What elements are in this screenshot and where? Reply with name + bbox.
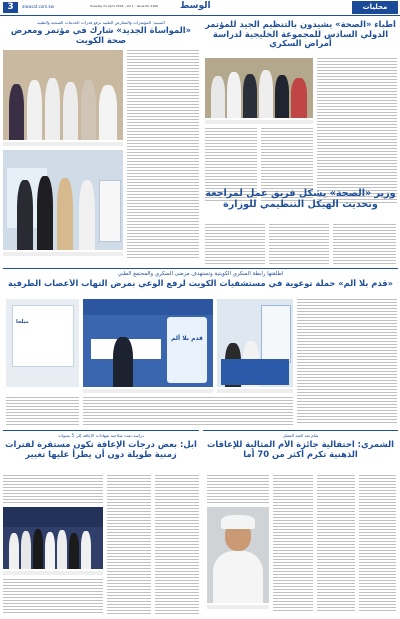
article-body-column <box>83 397 293 425</box>
photo-caption <box>3 571 103 575</box>
photo-portrait <box>207 507 269 603</box>
story-bottom-right-headline: الشمري: احتفالية جائزة الأم المثالية للإعاقات الذهنية تكرم أكثر من 70 أما <box>206 440 395 459</box>
story-bottom-right <box>203 430 398 617</box>
story-bottom-left <box>3 430 199 617</box>
story-bottom-left-kicker: دراسة تمدد صلاحية شهادات الإعاقة إلى 5 سنوات <box>58 433 144 438</box>
article-body-column <box>3 475 103 503</box>
masthead <box>0 0 400 16</box>
photo-caption <box>3 142 123 146</box>
story-middle-right <box>203 188 398 268</box>
photo-caption <box>205 120 313 124</box>
article-body-column <box>297 299 397 424</box>
story-middle-banner-headline: «قدم بلا ألم» حملة توعوية في مستشفيات الكويت لرفع الوعي بمرض التهاب الأعصاب الطرفية <box>8 279 393 288</box>
photo-caption <box>217 389 293 393</box>
story-middle-banner-kicker: أطلقتها رابطة السكري الكويتية وتستهدف مرضى السكري والمجتمع الطبي <box>117 271 284 277</box>
story-top-left-headline: «المواساة الجديد» شارك في مؤتمر ومعرض صحة الكويت <box>10 26 192 45</box>
article-body-column <box>3 579 103 615</box>
campaign-banner-text: قدم بلا ألم <box>171 335 203 342</box>
story-bottom-left-headline: آبل: بعض درجات الإعاقة تكون مستقرة لفترات زمنية طويلة دون أن يطرأ عليها تغيير <box>5 440 197 459</box>
photo-campaign-speakers <box>217 299 293 387</box>
date-line: Tuesday 21 April 2016 - Vol 1 - Issue No 2106 <box>90 4 159 8</box>
story-middle-banner <box>3 268 398 429</box>
photo-caption <box>3 252 123 256</box>
story-top-right <box>203 20 398 205</box>
article-body-column <box>127 50 199 260</box>
article-body-column <box>269 224 329 264</box>
photo-medicine-poster <box>6 299 79 387</box>
poster-label: ميلجا <box>16 319 29 325</box>
story-top-left <box>3 20 199 265</box>
story-bottom-right-kicker: تقام بعد العيد المقبل <box>282 433 319 438</box>
story-top-right-headline: أطباء «الصحة» يشيدون بالتنظيم الجيد للمؤتمر الدولي السادس للمجموعة الخليجية لدراسة أمراض السكري <box>205 20 396 49</box>
article-body-column <box>207 475 269 503</box>
photo-conference-group <box>205 58 313 118</box>
article-body-column <box>359 475 396 613</box>
page-number: 3 <box>7 2 14 12</box>
website-link[interactable]: alwasat.com.kw <box>22 4 55 9</box>
photo-exhibition-visit <box>3 50 123 140</box>
photo-award-ceremony <box>3 507 103 569</box>
photo-campaign-launch <box>83 299 213 387</box>
article-body-column <box>205 224 265 264</box>
article-body-column <box>317 58 397 203</box>
article-body-column <box>107 475 151 615</box>
section-tab <box>352 1 398 14</box>
section-title: محليات <box>362 3 388 11</box>
article-body-column <box>333 224 396 264</box>
photo-caption <box>83 389 213 393</box>
photo-booth-staff <box>3 150 123 250</box>
article-body-column <box>6 397 79 425</box>
page-number-badge <box>3 2 18 13</box>
article-body-column <box>317 475 355 613</box>
brand-logo: الوسط <box>180 1 211 11</box>
photo-caption <box>207 605 269 609</box>
story-middle-right-headline: وزير «الصحة» يشكل فريق عمل لمراجعة وتحديث الهيكل التنظيمي للوزارة <box>205 188 396 211</box>
story-top-left-kicker: السبيه: المؤتمرات والمعارض الطبية ترفع قدرات الخدمات الصحية والطبية <box>37 20 165 25</box>
article-body-column <box>273 475 313 613</box>
article-body-column <box>155 475 199 615</box>
campaign-banner-graphic <box>167 317 207 383</box>
